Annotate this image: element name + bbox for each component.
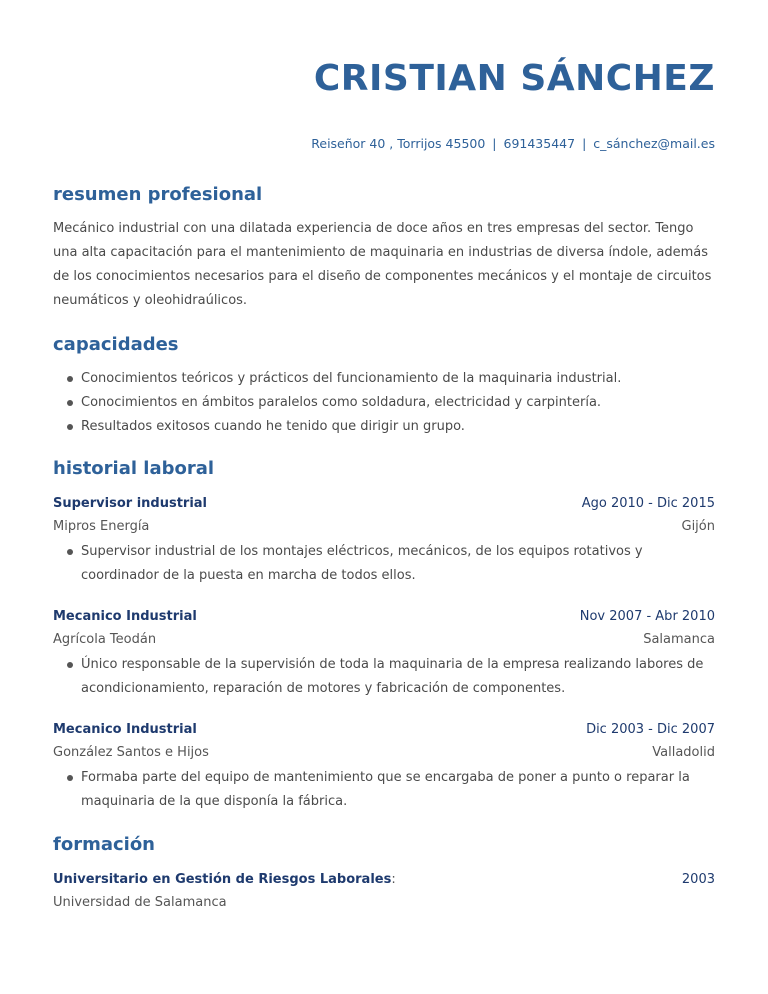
job-company-row bbox=[53, 517, 715, 537]
job-description: Único responsable de la supervisión de toda la maquinaria de la empresa realizando labores de acondicionamiento, reparación de motores y fabricación de componentes. bbox=[81, 657, 704, 696]
contact-line bbox=[311, 136, 715, 151]
bullet-icon bbox=[67, 400, 73, 406]
section-title-summary: resumen profesional bbox=[53, 184, 263, 205]
education-header bbox=[53, 870, 715, 890]
job-company: Agrícola Teodán bbox=[53, 632, 157, 647]
skills-list bbox=[53, 367, 715, 439]
bullet-icon bbox=[67, 424, 73, 430]
job-description: Formaba parte del equipo de mantenimiento que se encargaba de poner a punto o reparar la maquinaria de la que disponía la fábrica. bbox=[81, 770, 690, 809]
candidate-name: CRISTIAN SÁNCHEZ bbox=[313, 58, 715, 99]
education-school-row bbox=[53, 893, 715, 913]
job-company: González Santos e Hijos bbox=[53, 745, 209, 760]
job-description: Supervisor industrial de los montajes eléctricos, mecánicos, de los equipos rotativos y coordinador de la puesta en marcha de todos ellos. bbox=[81, 544, 643, 583]
list-item bbox=[53, 391, 715, 415]
list-item bbox=[53, 540, 715, 588]
contact-email: c_sánchez@mail.es bbox=[593, 136, 715, 151]
job-company-row bbox=[53, 630, 715, 650]
job-dates: Dic 2003 - Dic 2007 bbox=[586, 722, 715, 737]
job-bullets bbox=[53, 653, 715, 701]
job-bullets bbox=[53, 540, 715, 588]
bullet-icon bbox=[67, 549, 73, 555]
job-position: Mecanico Industrial bbox=[53, 609, 197, 624]
skill-text: Resultados exitosos cuando he tenido que dirigir un grupo. bbox=[81, 419, 465, 434]
education-degree-line bbox=[53, 870, 396, 890]
job-dates: Nov 2007 - Abr 2010 bbox=[579, 609, 715, 624]
list-item bbox=[53, 415, 715, 439]
contact-separator: | bbox=[582, 136, 587, 151]
education-year: 2003 bbox=[681, 872, 715, 887]
section-title-skills: capacidades bbox=[53, 334, 179, 355]
bullet-icon bbox=[67, 662, 73, 668]
job-header bbox=[53, 607, 715, 627]
education-degree: Universitario en Gestión de Riesgos Laborales bbox=[53, 872, 392, 887]
section-title-education: formación bbox=[53, 834, 155, 855]
job-position: Mecanico Industrial bbox=[53, 722, 197, 737]
job-company-row bbox=[53, 743, 715, 763]
job-city: Gijón bbox=[681, 519, 715, 534]
skill-text: Conocimientos en ámbitos paralelos como soldadura, electricidad y carpintería. bbox=[81, 395, 602, 410]
list-item bbox=[53, 766, 715, 814]
education-school: Universidad de Salamanca bbox=[53, 895, 227, 910]
contact-address: Reiseñor 40 , Torrijos 45500 bbox=[311, 136, 486, 151]
summary-text: Mecánico industrial con una dilatada experiencia de doce años en tres empresas del sector. Tengo una alta capacitación para el mantenimiento de maquinaria en industrias de diversa índole, además de los conocimientos necesarios para el diseño de componentes mecánicos y el montaje de circuitos neumáticos y oleohidraúlicos. bbox=[53, 221, 712, 308]
section-title-work: historial laboral bbox=[53, 458, 215, 479]
skill-text: Conocimientos teóricos y prácticos del funcionamiento de la maquinaria industrial. bbox=[81, 371, 622, 386]
job-header bbox=[53, 720, 715, 740]
contact-phone: 691435447 bbox=[503, 136, 576, 151]
list-item bbox=[53, 653, 715, 701]
bullet-icon bbox=[67, 775, 73, 781]
job-position: Supervisor industrial bbox=[53, 496, 208, 511]
job-bullets bbox=[53, 766, 715, 814]
bullet-icon bbox=[67, 376, 73, 382]
job-dates: Ago 2010 - Dic 2015 bbox=[581, 496, 715, 511]
job-city: Salamanca bbox=[643, 632, 715, 647]
contact-separator: | bbox=[492, 136, 497, 151]
list-item bbox=[53, 367, 715, 391]
education-colon: : bbox=[391, 872, 396, 887]
job-company: Mipros Energía bbox=[53, 519, 150, 534]
job-header bbox=[53, 494, 715, 514]
job-city: Valladolid bbox=[652, 745, 715, 760]
